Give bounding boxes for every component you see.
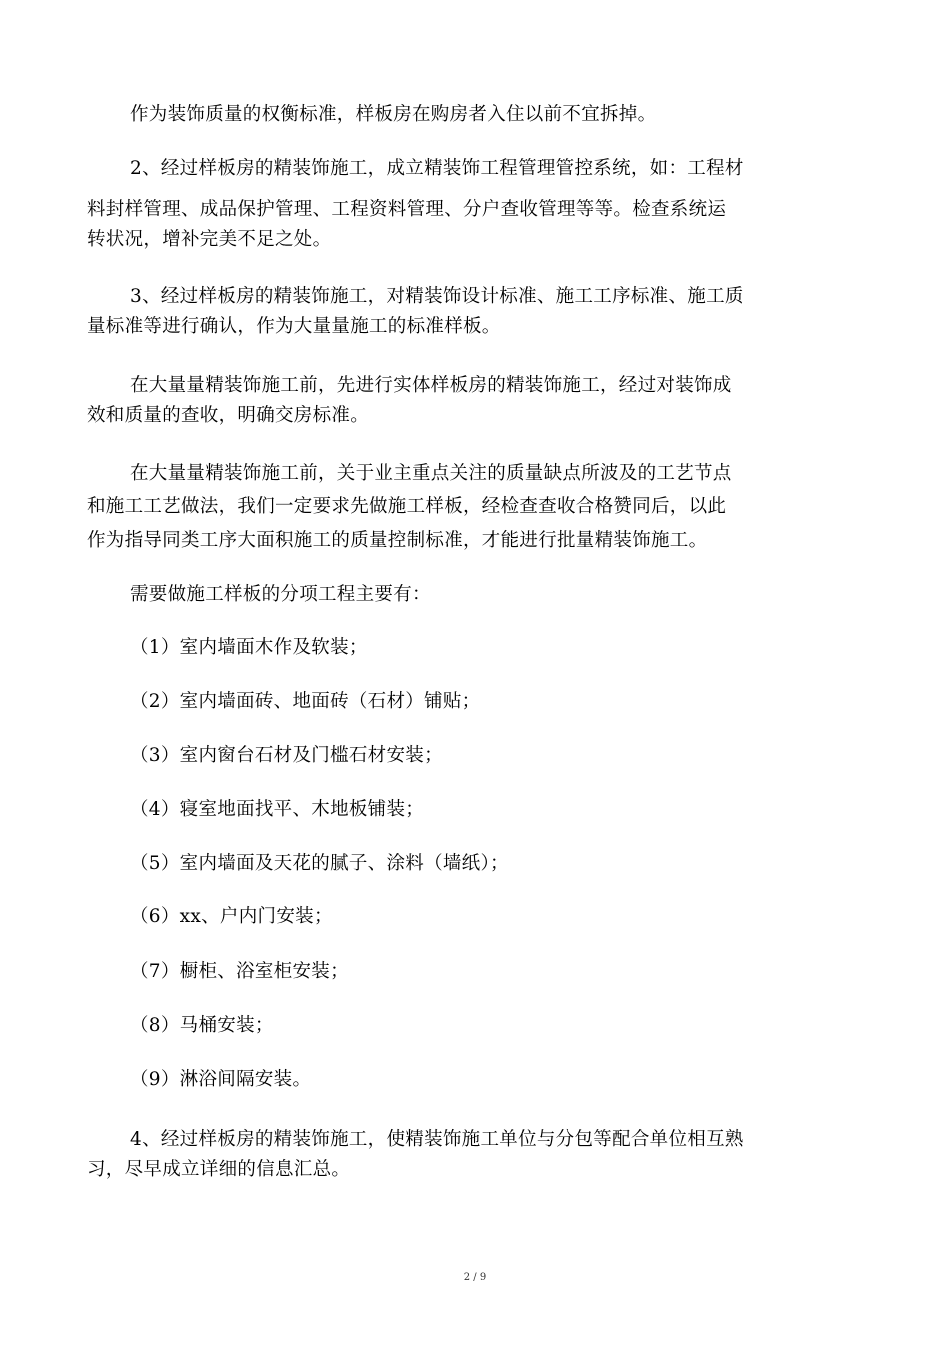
paragraph-line: 量标准等进行确认，作为大量量施工的标准样板。 [87,316,501,337]
list-item: （4）寝室地面找平、木地板铺装； [130,799,425,820]
paragraph-line: 和施工工艺做法，我们一定要求先做施工样板，经检查查收合格赞同后，以此 [87,496,727,517]
list-item: （7）橱柜、浴室柜安装； [130,961,349,982]
paragraph-line: 在大量量精装饰施工前，关于业主重点关注的质量缺点所波及的工艺节点 [130,463,732,484]
paragraph-line: 需要做施工样板的分项工程主要有： [130,584,431,605]
paragraph-line: 作为装饰质量的权衡标准，样板房在购房者入住以前不宜拆掉。 [130,104,657,125]
list-item: （8）马桶安装； [130,1015,274,1036]
page-number: 2 / 9 [463,1272,487,1283]
paragraph-line: 3、经过样板房的精装饰施工，对精装饰设计标准、施工工序标准、施工质 [130,286,744,307]
paragraph-line: 2、经过样板房的精装饰施工，成立精装饰工程管理管控系统，如：工程材 [130,158,744,179]
list-item: （2）室内墙面砖、地面砖（石材）铺贴； [130,691,481,712]
paragraph-line: 转状况，增补完美不足之处。 [87,229,332,250]
list-item: （6）xx、户内门安装； [130,906,333,927]
paragraph-line: 作为指导同类工序大面积施工的质量控制标准，才能进行批量精装饰施工。 [87,530,708,551]
list-item: （9）淋浴间隔安装。 [130,1069,312,1090]
paragraph-line: 在大量量精装饰施工前，先进行实体样板房的精装饰施工，经过对装饰成 [130,375,732,396]
paragraph-line: 4、经过样板房的精装饰施工，使精装饰施工单位与分包等配合单位相互熟 [130,1129,744,1150]
list-item: （5）室内墙面及天花的腻子、涂料（墙纸）； [130,853,509,874]
list-item: （1）室内墙面木作及软装； [130,637,368,658]
list-item: （3）室内窗台石材及门槛石材安装； [130,745,443,766]
paragraph-line: 习，尽早成立详细的信息汇总。 [87,1159,351,1180]
paragraph-line: 料封样管理、成品保护管理、工程资料管理、分户查收管理等等。检查系统运 [87,199,727,220]
paragraph-line: 效和质量的查收，明确交房标准。 [87,405,370,426]
